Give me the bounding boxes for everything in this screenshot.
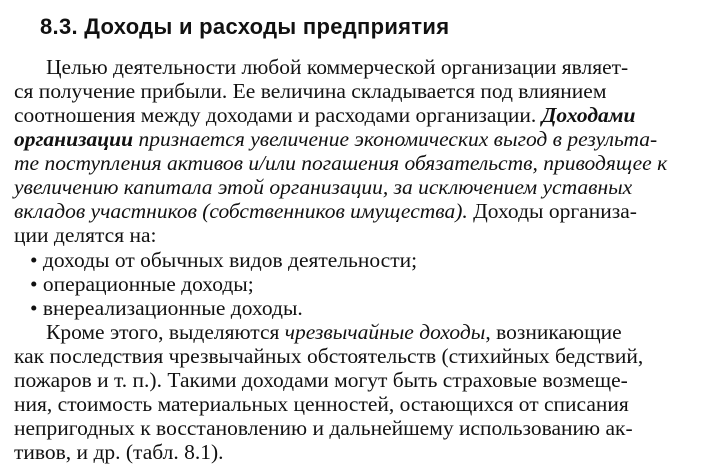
text-line-8 xyxy=(14,224,156,247)
text-line-2 xyxy=(14,80,606,103)
text-line-17 xyxy=(14,441,224,464)
text-line-5 xyxy=(14,152,667,175)
text-line-1 xyxy=(46,56,628,79)
definition-italic: вкладов участников (собственников имущества). xyxy=(14,199,468,223)
text-segment: соотношения между доходами и расходами организации. xyxy=(14,103,542,127)
term-bold-italic: Доходами xyxy=(541,103,636,127)
text-line-13 xyxy=(14,345,643,368)
text-line-7 xyxy=(14,200,637,223)
text-line-4 xyxy=(14,128,657,151)
text-segment: ния, стоимость материальных ценностей, остающихся от списания xyxy=(14,392,629,416)
text-segment: как последствия чрезвычайных обстоятельств (стихийных бедствий, xyxy=(14,344,644,368)
text-segment: Целью деятельности любой коммерческой организации являет- xyxy=(46,55,629,79)
term-italic: чрезвычайные доходы xyxy=(284,320,486,344)
text-line-12 xyxy=(46,321,622,344)
text-line-3 xyxy=(14,104,635,127)
term-bold-italic: организации xyxy=(14,127,134,151)
text-line-6 xyxy=(14,176,632,199)
text-segment: , возникающие xyxy=(485,320,622,344)
bullet-item-1 xyxy=(30,249,417,272)
text-line-14 xyxy=(14,369,628,392)
definition-italic: те поступления активов и/или погашения обязательств, приводящее к xyxy=(14,151,668,175)
bullet-text: • внереализационные доходы. xyxy=(30,296,303,320)
text-segment: тивов, и др. (табл. 8.1). xyxy=(14,440,224,464)
text-segment: Доходы организа- xyxy=(467,199,637,223)
definition-italic: увеличению капитала этой организации, за исключением уставных xyxy=(14,175,633,199)
text-line-15 xyxy=(14,393,629,416)
text-segment: ся получение прибыли. Ее величина складывается под влиянием xyxy=(14,79,607,103)
text-segment: непригодных к восстановлению и дальнейшему использованию ак- xyxy=(14,416,633,440)
section-heading: 8.3. Доходы и расходы предприятия xyxy=(40,14,450,39)
text-segment: Кроме этого, выделяются xyxy=(46,320,285,344)
bullet-item-3 xyxy=(30,297,303,320)
text-segment: ции делятся на: xyxy=(14,223,157,247)
text-segment: пожаров и т. п.). Такими доходами могут быть страховые возмеще- xyxy=(14,368,628,392)
bullet-item-2 xyxy=(30,273,254,296)
definition-italic: признается увеличение экономических выгод в результа- xyxy=(133,127,658,151)
bullet-text: • операционные доходы; xyxy=(30,272,254,296)
text-line-16 xyxy=(14,417,633,440)
bullet-text: • доходы от обычных видов деятельности; xyxy=(30,248,418,272)
